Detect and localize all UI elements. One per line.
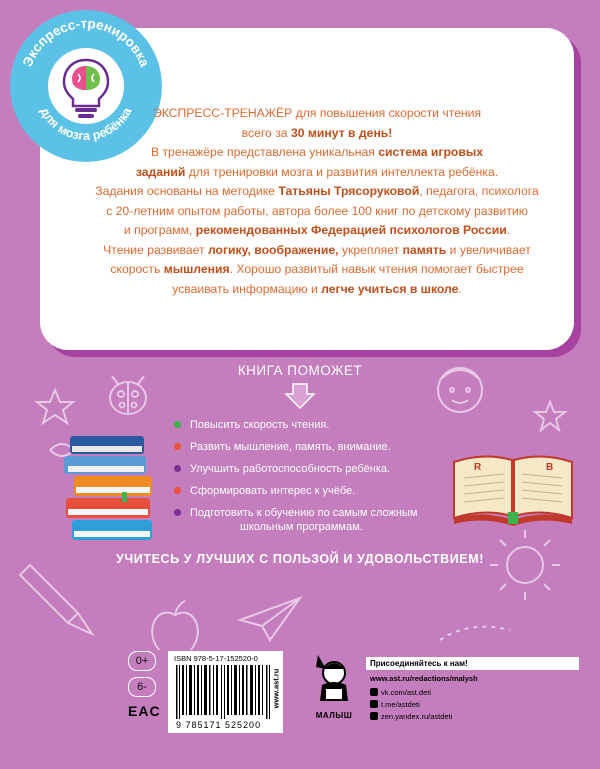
text: Задания основаны на методике	[95, 184, 279, 198]
highlight: система игровых	[378, 145, 484, 159]
text: , педагога, психолога	[419, 184, 539, 198]
svg-text:R: R	[474, 462, 482, 473]
badge-text-top: Экспресс-тренировка	[19, 15, 153, 69]
paper-plane-doodle	[240, 598, 300, 640]
highlight: мышления	[163, 262, 230, 276]
badge-text-bottom: для мозга ребёнка	[37, 105, 135, 144]
publisher-logo-icon	[312, 651, 356, 709]
card-line-9	[86, 260, 548, 280]
list-item-text: Повысить скорость чтения.	[190, 419, 330, 431]
bullet-dot	[174, 421, 181, 428]
card-line-10	[86, 280, 548, 300]
list-item	[172, 506, 452, 534]
star-doodle-right	[535, 402, 565, 430]
list-item	[172, 440, 452, 454]
open-book-illustration	[450, 446, 576, 526]
social-link-text: t.me/astdeti	[381, 700, 420, 709]
eac-mark: EAC	[128, 703, 161, 719]
social-vk[interactable]	[370, 688, 580, 697]
text: усваивать информацию и	[172, 281, 322, 296]
down-arrow-icon	[283, 382, 317, 410]
vk-icon	[370, 688, 378, 696]
bullet-dot	[174, 465, 181, 472]
card-line-4	[86, 163, 548, 183]
social-link-text: vk.com/ast.deti	[381, 688, 432, 697]
isbn-text: ISBN 978-5-17-152520-0	[174, 654, 258, 663]
card-line-2	[86, 124, 548, 144]
ladybug-doodle	[110, 376, 146, 414]
card-line-6	[86, 202, 548, 222]
list-item	[172, 418, 452, 432]
dashed-path-doodle	[440, 627, 510, 640]
site-vertical-text: www.ast.ru	[271, 668, 281, 709]
svg-text:B: B	[546, 462, 554, 473]
social-telegram[interactable]	[370, 700, 580, 709]
highlight: память	[402, 242, 447, 257]
highlight: заданий	[135, 164, 186, 179]
helps-title: КНИГА ПОМОЖЕТ	[237, 363, 363, 378]
join-url[interactable]: www.ast.ru/redactions/malysh	[370, 674, 478, 683]
text: Чтение развивает	[103, 242, 208, 257]
bullet-dot	[174, 509, 181, 516]
text: с 20-летним опытом работы, автора более 100 книг по детскому развитию	[106, 203, 528, 218]
text: и увеличивает	[446, 242, 531, 257]
book-stack-illustration	[62, 432, 160, 544]
bullet-dot	[174, 443, 181, 450]
apple-doodle	[152, 601, 198, 650]
social-zen[interactable]	[370, 712, 580, 721]
card-line-3	[86, 143, 548, 163]
card-line-8	[86, 241, 548, 261]
highlight: Татьяны Трясоруковой	[278, 184, 420, 198]
list-item-text: Улучшить работоспособность ребёнка.	[190, 463, 391, 475]
text: .	[458, 281, 462, 296]
highlight: 30 минут в день!	[290, 125, 393, 140]
list-item-text: Развить мышление, память, внимание.	[190, 441, 391, 453]
list-item	[172, 484, 452, 498]
list-item-text-2: школьным программам.	[240, 521, 363, 533]
star-doodle	[37, 390, 73, 423]
card-line-7	[86, 221, 548, 241]
card-line-5	[86, 182, 548, 202]
list-item-text: Сформировать интерес к учёбе.	[190, 485, 356, 497]
slogan: УЧИТЕСЬ У ЛУЧШИХ С ПОЛЬЗОЙ И УДОВОЛЬСТВИЕМ!	[116, 552, 484, 566]
list-item-text: Подготовить к обучению по самым сложным	[190, 507, 418, 519]
text: для тренировки мозга и развития интеллекта ребёнка.	[185, 164, 499, 179]
highlight: рекомендованных Федерацией психологов России	[195, 223, 507, 237]
card-description	[86, 104, 548, 299]
barcode-icon	[174, 665, 281, 719]
barcode-box	[168, 651, 283, 733]
pencil-doodle	[20, 565, 92, 634]
text: укрепляет	[338, 242, 403, 257]
age-rating-badge: 0+	[128, 651, 156, 671]
card-line-1	[86, 104, 548, 124]
text: В тренажёре представлена уникальная	[150, 145, 379, 159]
join-title: Присоединяйтесь к нам!	[366, 657, 579, 670]
text: .	[506, 223, 511, 237]
publisher-logo	[312, 651, 356, 720]
text: . Хорошо развитый навык чтения помогает быстрее	[229, 262, 524, 276]
age-rating-badge-2: 6-	[128, 677, 156, 697]
age-ratings	[128, 651, 161, 719]
list-item	[172, 462, 452, 476]
social-link-text: zen.yandex.ru/astdeti	[381, 712, 453, 721]
social-links-box	[366, 657, 579, 729]
text: всего за	[241, 125, 291, 140]
text: ЭКСПРЕСС-ТРЕНАЖЁР для повышения скорости чтения	[152, 106, 482, 120]
bullet-dot	[174, 487, 181, 494]
site-vertical	[271, 652, 298, 732]
zen-icon	[370, 712, 378, 720]
text: и программ,	[123, 223, 196, 237]
highlight: логику, воображение,	[207, 242, 339, 257]
highlight: легче учиться в школе	[321, 281, 459, 296]
telegram-icon	[370, 700, 378, 708]
benefits-list	[172, 418, 452, 538]
publisher-logo-label: МАЛЫШ	[315, 711, 353, 720]
text: скорость	[110, 262, 164, 276]
barcode-number: 9 785171 525200	[176, 720, 262, 730]
